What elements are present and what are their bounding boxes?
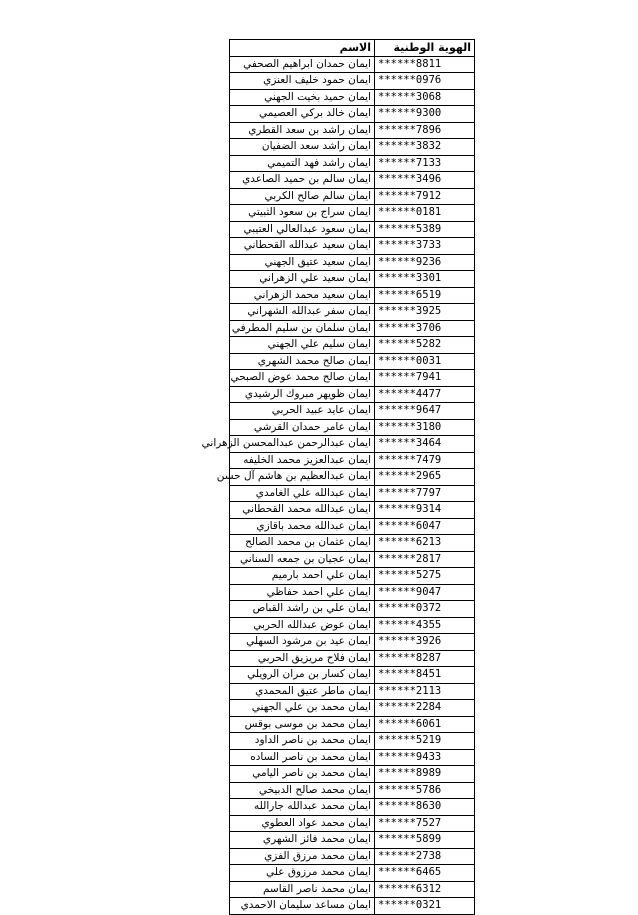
name-cell: ايمان مساعد سليمان الاحمدي bbox=[230, 898, 375, 915]
name-cell: ايمان عامر حمدان القرشي bbox=[230, 419, 375, 436]
name-cell: ايمان ماطر عتيق المحمدي bbox=[230, 683, 375, 700]
table-row bbox=[230, 617, 475, 634]
table-row bbox=[230, 584, 475, 601]
national-id-cell: ******0976 bbox=[375, 73, 475, 90]
national-id-cell: ******6061 bbox=[375, 716, 475, 733]
national-id-cell: ******5219 bbox=[375, 733, 475, 750]
national-id-cell: ******3464 bbox=[375, 436, 475, 453]
name-cell: ايمان راشد فهد التميمي bbox=[230, 155, 375, 172]
name-cell: ايمان محمد بن علي الجهني bbox=[230, 700, 375, 717]
name-cell: ايمان سفر عبدالله الشهراني bbox=[230, 304, 375, 321]
name-cell: ايمان علي احمد بارميم bbox=[230, 568, 375, 585]
name-cell: ايمان سعيد عتيق الجهني bbox=[230, 254, 375, 271]
national-id-cell: ******7797 bbox=[375, 485, 475, 502]
name-cell: ايمان عثمان بن محمد الصالح bbox=[230, 535, 375, 552]
name-cell: ايمان عجيان بن جمعه السناني bbox=[230, 551, 375, 568]
national-id-cell: ******2113 bbox=[375, 683, 475, 700]
table-row bbox=[230, 535, 475, 552]
national-id-cell: ******0031 bbox=[375, 353, 475, 370]
name-cell: ايمان حمدان ابراهيم الصحفي bbox=[230, 56, 375, 73]
name-cell: ايمان سعيد محمد الزهراني bbox=[230, 287, 375, 304]
national-id-cell: ******8989 bbox=[375, 766, 475, 783]
national-id-cell: ******7527 bbox=[375, 815, 475, 832]
name-cell: ايمان سعود عبدالعالي العتيبي bbox=[230, 221, 375, 238]
table-row bbox=[230, 188, 475, 205]
table-row bbox=[230, 56, 475, 73]
table-row bbox=[230, 650, 475, 667]
table-row bbox=[230, 716, 475, 733]
national-id-cell: ******0372 bbox=[375, 601, 475, 618]
table-row bbox=[230, 832, 475, 849]
table-row bbox=[230, 667, 475, 684]
national-id-cell: ******8451 bbox=[375, 667, 475, 684]
name-cell: ايمان عبدالله علي الغامدي bbox=[230, 485, 375, 502]
national-id-cell: ******9300 bbox=[375, 106, 475, 123]
national-id-cell: ******3733 bbox=[375, 238, 475, 255]
national-id-cell: ******0181 bbox=[375, 205, 475, 222]
name-cell: ايمان فلاح مريزيق الحربي bbox=[230, 650, 375, 667]
national-id-cell: ******3496 bbox=[375, 172, 475, 189]
national-id-cell: ******2284 bbox=[375, 700, 475, 717]
name-cell: ايمان سراج بن سعود الثبيتي bbox=[230, 205, 375, 222]
table-row bbox=[230, 881, 475, 898]
table-row bbox=[230, 485, 475, 502]
national-id-cell: ******6465 bbox=[375, 865, 475, 882]
name-cell: ايمان راشد سعد الضفيان bbox=[230, 139, 375, 156]
national-id-cell: ******2738 bbox=[375, 848, 475, 865]
national-id-cell: ******5389 bbox=[375, 221, 475, 238]
national-id-cell: ******8630 bbox=[375, 799, 475, 816]
table-row bbox=[230, 287, 475, 304]
national-id-cell: ******9647 bbox=[375, 403, 475, 420]
name-cell: ايمان عبدالعظيم بن هاشم آل حسن bbox=[230, 469, 375, 486]
table-row bbox=[230, 370, 475, 387]
name-cell: ايمان علي احمد حفاظي bbox=[230, 584, 375, 601]
header-row bbox=[230, 40, 475, 57]
name-cell: ايمان محمد بن ناصر الساده bbox=[230, 749, 375, 766]
table-row bbox=[230, 172, 475, 189]
national-id-header: الهوية الوطنية bbox=[375, 40, 475, 57]
name-cell: ايمان سعيد علي الزهراني bbox=[230, 271, 375, 288]
name-cell: ايمان كسار بن مران الرويلي bbox=[230, 667, 375, 684]
national-id-cell: ******2965 bbox=[375, 469, 475, 486]
national-id-cell: ******9236 bbox=[375, 254, 475, 271]
table-row bbox=[230, 122, 475, 139]
name-cell: ايمان سليم علي الجهني bbox=[230, 337, 375, 354]
national-id-cell: ******5899 bbox=[375, 832, 475, 849]
name-cell: ايمان محمد ناصر القاسم bbox=[230, 881, 375, 898]
national-id-cell: ******3832 bbox=[375, 139, 475, 156]
national-id-cell: ******9314 bbox=[375, 502, 475, 519]
national-id-cell: ******0321 bbox=[375, 898, 475, 915]
national-id-cell: ******3706 bbox=[375, 320, 475, 337]
name-cell: ايمان عوض عبدالله الحربي bbox=[230, 617, 375, 634]
table-row bbox=[230, 815, 475, 832]
table-row bbox=[230, 452, 475, 469]
national-id-cell: ******9433 bbox=[375, 749, 475, 766]
name-cell: ايمان محمد عبدالله جارالله bbox=[230, 799, 375, 816]
name-cell: ايمان صالح محمد الشهري bbox=[230, 353, 375, 370]
name-cell: ايمان عبدالرحمن عبدالمحسن الزهراني bbox=[230, 436, 375, 453]
national-id-cell: ******6312 bbox=[375, 881, 475, 898]
name-cell: ايمان سلمان بن سليم المطرفي bbox=[230, 320, 375, 337]
national-id-cell: ******3301 bbox=[375, 271, 475, 288]
national-id-cell: ******4355 bbox=[375, 617, 475, 634]
national-id-cell: ******3925 bbox=[375, 304, 475, 321]
table-row bbox=[230, 799, 475, 816]
national-id-cell: ******8287 bbox=[375, 650, 475, 667]
national-id-cell: ******8811 bbox=[375, 56, 475, 73]
table-row bbox=[230, 766, 475, 783]
name-cell: ايمان عبدالله محمد القحطاني bbox=[230, 502, 375, 519]
table-row bbox=[230, 469, 475, 486]
national-id-cell: ******2817 bbox=[375, 551, 475, 568]
name-cell: ايمان راشد بن سعد القطري bbox=[230, 122, 375, 139]
name-cell: ايمان عبدالعزيز محمد الخليفه bbox=[230, 452, 375, 469]
name-cell: ايمان محمد بن موسى بوقس bbox=[230, 716, 375, 733]
table-row bbox=[230, 271, 475, 288]
table-row bbox=[230, 568, 475, 585]
national-id-cell: ******7896 bbox=[375, 122, 475, 139]
name-cell: ايمان صالح محمد عوض الصبحي bbox=[230, 370, 375, 387]
national-id-cell: ******4477 bbox=[375, 386, 475, 403]
table-row bbox=[230, 238, 475, 255]
national-id-cell: ******7479 bbox=[375, 452, 475, 469]
table-row bbox=[230, 419, 475, 436]
table-row bbox=[230, 353, 475, 370]
table-row bbox=[230, 782, 475, 799]
table-row bbox=[230, 221, 475, 238]
name-cell: ايمان عايد عبيد الحربي bbox=[230, 403, 375, 420]
table-row bbox=[230, 337, 475, 354]
table-row bbox=[230, 73, 475, 90]
table-row bbox=[230, 205, 475, 222]
name-cell: ايمان حمود خليف العنزي bbox=[230, 73, 375, 90]
national-id-cell: ******3180 bbox=[375, 419, 475, 436]
table-row bbox=[230, 436, 475, 453]
table-row bbox=[230, 700, 475, 717]
table-body bbox=[201, 56, 475, 914]
name-cell: ايمان عيد بن مرشود السهلي bbox=[230, 634, 375, 651]
table-row bbox=[230, 518, 475, 535]
name-cell: ايمان محمد بن ناصر اليامي bbox=[230, 766, 375, 783]
national-id-cell: ******5786 bbox=[375, 782, 475, 799]
name-cell: ايمان سالم صالح الكربي bbox=[230, 188, 375, 205]
national-id-cell: ******7133 bbox=[375, 155, 475, 172]
name-cell: ايمان محمد بن ناصر الداود bbox=[230, 733, 375, 750]
national-id-cell: ******6213 bbox=[375, 535, 475, 552]
table-row bbox=[230, 106, 475, 123]
table-row bbox=[230, 898, 475, 915]
national-id-cell: ******7941 bbox=[375, 370, 475, 387]
national-id-cell: ******6519 bbox=[375, 287, 475, 304]
name-cell: ايمان خالد بركي العصيمي bbox=[230, 106, 375, 123]
national-id-cell: ******7912 bbox=[375, 188, 475, 205]
table-row bbox=[230, 89, 475, 106]
table-row bbox=[230, 254, 475, 271]
name-header: الاسم bbox=[230, 40, 375, 57]
table-row bbox=[230, 601, 475, 618]
table-row bbox=[230, 386, 475, 403]
table-row bbox=[230, 139, 475, 156]
name-cell: ايمان علي بن راشد القباص bbox=[230, 601, 375, 618]
name-cell: ايمان محمد مرزوق علي bbox=[230, 865, 375, 882]
name-cell: ايمان عبدالله محمد باقازي bbox=[230, 518, 375, 535]
national-id-cell: ******3068 bbox=[375, 89, 475, 106]
table-row bbox=[230, 320, 475, 337]
table-row bbox=[230, 865, 475, 882]
table-row bbox=[230, 749, 475, 766]
name-cell: ايمان سعيد عبدالله القحطاني bbox=[230, 238, 375, 255]
table-row bbox=[230, 848, 475, 865]
table-row bbox=[230, 733, 475, 750]
table-row bbox=[230, 551, 475, 568]
national-id-cell: ******3926 bbox=[375, 634, 475, 651]
name-cell: ايمان محمد عواد العطوي bbox=[230, 815, 375, 832]
national-id-cell: ******5275 bbox=[375, 568, 475, 585]
table-row bbox=[230, 155, 475, 172]
table-row bbox=[230, 634, 475, 651]
national-id-cell: ******5282 bbox=[375, 337, 475, 354]
table-row bbox=[230, 683, 475, 700]
national-id-cell: ******6047 bbox=[375, 518, 475, 535]
table-row bbox=[230, 304, 475, 321]
table-row bbox=[230, 502, 475, 519]
records-table bbox=[201, 39, 475, 915]
name-cell: ايمان محمد فائز الشهري bbox=[230, 832, 375, 849]
table-row bbox=[230, 403, 475, 420]
name-cell: ايمان حميد بخيت الجهني bbox=[230, 89, 375, 106]
name-cell: ايمان ظويهر مبروك الرشيدي bbox=[230, 386, 375, 403]
name-cell: ايمان سالم بن حميد الصاعدي bbox=[230, 172, 375, 189]
national-id-cell: ******9047 bbox=[375, 584, 475, 601]
name-cell: ايمان محمد صالح الدبيخي bbox=[230, 782, 375, 799]
name-cell: ايمان محمد مرزق الفزي bbox=[230, 848, 375, 865]
